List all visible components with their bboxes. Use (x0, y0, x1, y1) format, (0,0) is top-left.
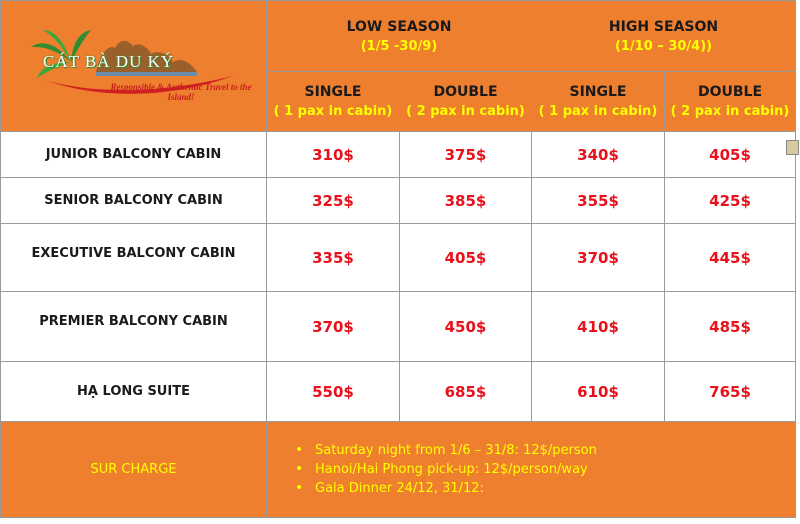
room-type-title: SINGLE (569, 84, 627, 100)
cabin-name: JUNIOR BALCONY CABIN (1, 132, 267, 178)
room-type-title: DOUBLE (698, 84, 763, 100)
logo-cell (1, 1, 267, 132)
price-cell: 485$ (665, 292, 796, 362)
price-cell: 340$ (532, 132, 665, 178)
table-row (1, 178, 796, 224)
table-row (1, 362, 796, 422)
price-cell: 375$ (400, 132, 532, 178)
high-season-dates: (1/10 – 30/4)) (614, 38, 713, 54)
price-cell: 355$ (532, 178, 665, 224)
low-season-header (267, 1, 532, 72)
room-type-sub: ( 2 pax in cabin) (406, 104, 525, 119)
high-season-title: HIGH SEASON (608, 18, 719, 35)
room-type-sub: ( 1 pax in cabin) (538, 104, 658, 119)
surcharge-notes-list (267, 441, 795, 498)
room-type-sub: ( 2 pax in cabin) (670, 104, 790, 119)
price-cell: 405$ (400, 224, 532, 292)
price-cell: 325$ (267, 178, 400, 224)
surcharge-note: • Hanoi/Hai Phong pick-up: 12$/person/way (315, 460, 795, 479)
surcharge-notes-cell (267, 422, 796, 518)
price-cell: 550$ (267, 362, 400, 422)
price-cell: 425$ (665, 178, 796, 224)
room-type-header (400, 72, 532, 132)
room-type-header (267, 72, 400, 132)
table-row (1, 132, 796, 178)
company-logo (1, 2, 261, 130)
cabin-name: SENIOR BALCONY CABIN (1, 178, 267, 224)
cabin-name: EXECUTIVE BALCONY CABIN (1, 224, 267, 292)
price-cell: 610$ (532, 362, 665, 422)
room-type-header (665, 72, 796, 132)
room-type-sub: ( 1 pax in cabin) (273, 104, 393, 119)
price-cell: 765$ (665, 362, 796, 422)
surcharge-row (1, 422, 796, 518)
price-cell: 445$ (665, 224, 796, 292)
clipboard-icon[interactable] (786, 140, 799, 155)
low-season-title: LOW SEASON (346, 18, 452, 35)
price-cell: 385$ (400, 178, 532, 224)
room-type-title: SINGLE (304, 84, 362, 100)
surcharge-note: • Saturday night from 1/6 – 31/8: 12$/person (315, 441, 795, 460)
surcharge-note: • Gala Dinner 24/12, 31/12: (315, 479, 795, 498)
room-type-title: DOUBLE (433, 84, 498, 100)
price-cell: 685$ (400, 362, 532, 422)
logo-tagline: Responsible & Authentic Travel to the Island! (110, 82, 252, 102)
price-cell: 370$ (532, 224, 665, 292)
cabin-name: PREMIER BALCONY CABIN (1, 292, 267, 362)
low-season-dates: (1/5 -30/9) (360, 38, 438, 54)
price-cell: 335$ (267, 224, 400, 292)
table-row (1, 224, 796, 292)
logo-brand-text: CÁT BÀ DU KÝ (43, 52, 175, 71)
price-cell: 450$ (400, 292, 532, 362)
high-season-header (532, 1, 796, 72)
room-type-header (532, 72, 665, 132)
surcharge-label: SUR CHARGE (1, 422, 267, 518)
price-cell: 370$ (267, 292, 400, 362)
table-row (1, 292, 796, 362)
price-cell: 405$ (665, 132, 796, 178)
price-cell: 410$ (532, 292, 665, 362)
price-cell: 310$ (267, 132, 400, 178)
cabin-name: HẠ LONG SUITE (1, 362, 267, 422)
